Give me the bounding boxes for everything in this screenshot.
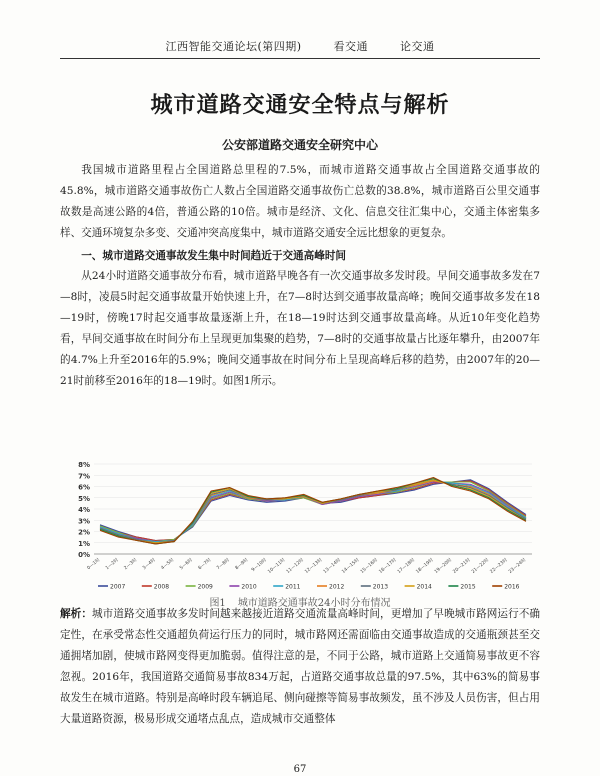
y-tick-label: 6% (78, 483, 90, 492)
series-line (100, 481, 526, 543)
series-line (100, 482, 526, 542)
analysis-lead: 解析： (60, 608, 93, 620)
x-tick-label: 3—4时 (142, 557, 157, 572)
legend-label: 2011 (285, 583, 301, 591)
legend-label: 2013 (372, 583, 389, 591)
chart-svg (60, 458, 540, 592)
x-tick-label: 8—9时 (234, 557, 250, 572)
journal-name: 江西智能交通论坛(第四期) (165, 40, 302, 53)
y-tick-label: 2% (78, 528, 90, 537)
y-tick-label: 0% (78, 551, 90, 559)
figure-caption-text: 城市道路交通事故24小时分布情况 (237, 598, 391, 609)
legend-label: 2008 (153, 583, 170, 591)
x-tick-label: 17—18时 (396, 557, 417, 575)
x-tick-label: 13—14时 (322, 557, 343, 575)
page-number: 67 (293, 764, 307, 775)
x-tick-label: 18—19时 (415, 557, 435, 575)
x-tick-label: 5—6时 (179, 557, 194, 572)
y-tick-label: 4% (78, 506, 90, 514)
x-tick-label: 9—10时 (251, 557, 268, 574)
legend-label: 2007 (110, 583, 126, 591)
y-tick-label: 5% (78, 494, 90, 503)
legend-label: 2014 (416, 583, 432, 591)
legend-label: 2016 (504, 583, 520, 591)
paragraph-analysis (60, 604, 540, 730)
x-tick-label: 4—5时 (160, 557, 176, 572)
x-tick-label: 14—15时 (341, 557, 361, 575)
figure-1-chart (60, 458, 540, 598)
header-section: 看交通 (333, 40, 369, 53)
x-tick-label: 23—24时 (508, 557, 528, 575)
x-tick-label: 2—3时 (123, 557, 139, 572)
analysis-text: 城市道路交通事故多发时间越来越接近道路交通流量高峰时间，更增加了早晚城市路网运行不确定性，在承受常态性交通超负荷运行压力的同时，城市路网还需面临由交通事故造成的交通瓶颈甚至交通拥堵加剧，使城市路网变得更加脆弱。值得注意的是，不同于公路，城市道路上交通简易事故更不容忽视。2016年，我国道路交通简易事故834万起，占道路交通事故总量的97.5%，其中63%的简易事故发生在城市道路。特别是高峰时段车辆追尾、侧向碰擦等简易事故频发，虽不涉及人员伤害，但占用大量道路资源，极易形成交通堵点乱点，造成城市交通整体 (60, 608, 541, 725)
article-author: 公安部道路交通安全研究中心 (221, 138, 378, 152)
x-tick-label: 1—2时 (105, 557, 120, 572)
x-tick-label: 16—17时 (378, 557, 398, 575)
x-tick-label: 0—1时 (86, 557, 102, 572)
legend-label: 2012 (329, 583, 345, 591)
x-tick-label: 21—22时 (471, 557, 491, 575)
x-tick-label: 11—12时 (285, 557, 306, 575)
x-tick-label: 12—13时 (304, 557, 324, 575)
y-tick-label: 3% (78, 517, 90, 526)
legend-label: 2010 (241, 583, 257, 591)
y-tick-label: 8% (78, 461, 90, 469)
paragraph-distribution: 从24小时道路交通事故分布看，城市道路早晚各有一次交通事故多发时段。早间交通事故多发在7—8时，凌晨5时起交通事故量开始快速上升，在7—8时达到交通事故量高峰；晚间交通事故多发在18—19时，傍晚17时起交通事故量逐渐上升，在18—19时达到交通事故量高峰。从近10年变化趋势看，早间交通事故在时间分布上呈现更加集聚的趋势，7—8时的交通事故量占比逐年攀升，由2007年的4.7%上升至2016年的5.9%；晚间交通事故在时间分布上呈现高峰后移的趋势，由2007年的20—21时前移至2016年的18—19时。如图1所示。 (60, 270, 540, 387)
x-tick-label: 10—11时 (267, 557, 287, 575)
y-tick-label: 7% (78, 472, 90, 481)
running-header (60, 38, 540, 59)
series-line (100, 481, 526, 542)
x-tick-label: 15—16时 (359, 557, 380, 575)
series-line (100, 479, 526, 544)
article-title: 城市道路交通安全特点与解析 (150, 92, 450, 118)
x-tick-label: 22—23时 (489, 557, 509, 575)
legend-label: 2015 (460, 583, 476, 591)
header-column: 论交通 (400, 40, 435, 53)
section-heading-1: 一、城市道路交通事故发生集中时间趋近于交通高峰时间 (81, 250, 347, 262)
x-tick-label: 6—7时 (197, 557, 213, 572)
figure-label: 图1 (209, 598, 226, 609)
legend-label: 2009 (197, 583, 213, 591)
series-line (100, 482, 526, 542)
paragraph-intro: 我国城市道路里程占全国道路总里程的7.5%，而城市道路交通事故占全国道路交通事故的45.8%，城市道路交通事故伤亡人数占全国道路交通事故伤亡总数的38.8%，城市道路百公里交通事故数是高速公路的4倍，普通公路的10倍。城市是经济、文化、信息交往汇集中心，交通主体密集多样、交通环境复杂多变、交通冲突高度集中，城市道路交通安全远比想象的更复杂。 (60, 164, 540, 239)
x-tick-label: 19—20时 (433, 557, 454, 575)
y-tick-label: 1% (78, 539, 90, 548)
x-tick-label: 20—21时 (452, 557, 472, 575)
x-tick-label: 7—8时 (216, 557, 231, 572)
